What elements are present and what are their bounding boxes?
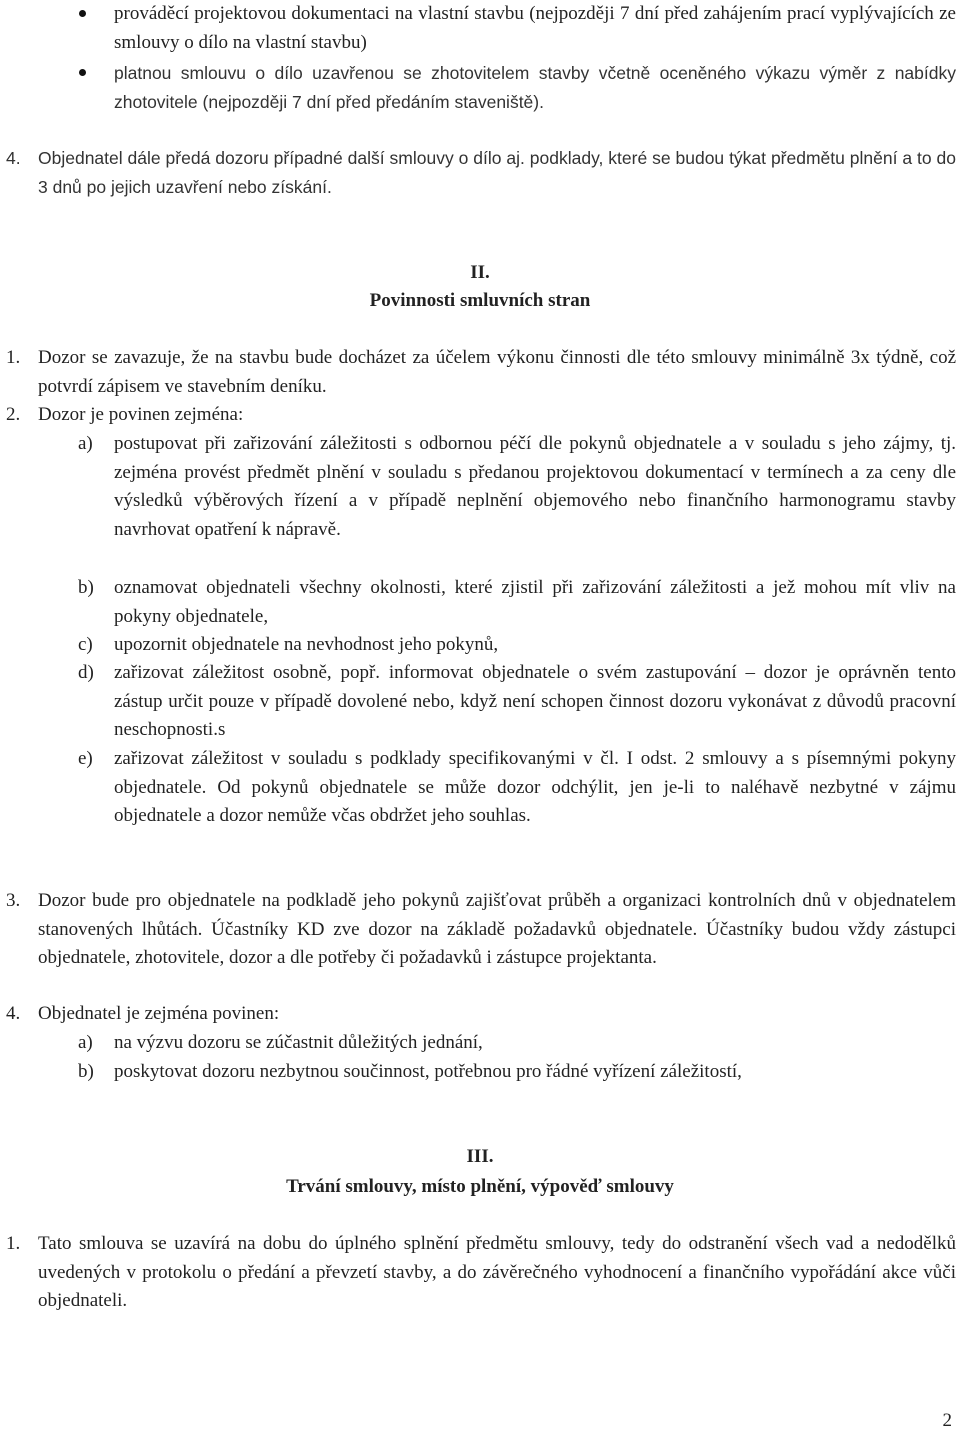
section-3-para-1-number: 1.: [6, 1233, 21, 1254]
bullet-item-2: platnou smlouvu o dílo uzavřenou se zhotovitelem stavby včetně oceněného výkazu výměr z nabídky zhotovitele (nejpozději 7 dní před předáním staveniště).: [114, 63, 956, 112]
section-3-para-1-text: Tato smlouva se uzavírá na dobu do úplného splnění předmětu smlouvy, tedy do odstranění všech vad a nedodělků uvedených v protokolu o předání a převzetí stavby, a do závěrečného vyhodnocení a finančního vypořádání akce vůči objednateli.: [38, 1233, 956, 1311]
list-item-c: upozornit objednatele na nevhodnost jeho pokynů,: [114, 634, 499, 655]
list-label-e: e): [78, 748, 93, 769]
bullet-icon: [79, 69, 86, 76]
list-label-c: c): [78, 634, 93, 655]
section-2-para-2-number: 2.: [6, 404, 21, 425]
list-item-e: zařizovat záležitost v souladu s podklady specifikovanými v čl. I odst. 2 smlouvy a s písemnými pokyny objednatele. Od pokynů objednatele se může dozor odchýlit, jen je-li to naléhavě nezbytné v zájmu objednatele a dozor nemůže včas obdržet jeho souhlas.: [114, 748, 956, 826]
section-2-para-1-text: Dozor se zavazuje, že na stavbu bude docházet za účelem výkonu činnosti dle této smlouvy minimálně 3x týdně, což potvrdí zápisem ve stavebním deníku.: [38, 347, 956, 397]
bullet-icon: [79, 10, 86, 17]
list-label-a: a): [78, 433, 93, 454]
section-2-para-4-text: Objednatel je zejména povinen:: [38, 1003, 280, 1024]
list-label-b: b): [78, 577, 94, 598]
obligation-label-b: b): [78, 1061, 94, 1082]
list-label-d: d): [78, 662, 94, 683]
obligation-label-a: a): [78, 1032, 93, 1053]
section-2-para-3-number: 3.: [6, 890, 21, 911]
section-2-para-1-number: 1.: [6, 347, 21, 368]
bullet-item-1: prováděcí projektovou dokumentaci na vlastní stavbu (nejpozději 7 dní před zahájením prací vyplývajících ze smlouvy o dílo na vlastní stavbu): [114, 3, 956, 53]
section-2-para-2-text: Dozor je povinen zejména:: [38, 404, 244, 425]
page-number: 2: [942, 1410, 952, 1431]
list-item-d: zařizovat záležitost osobně, popř. informovat objednatele o svém zastupování – dozor je oprávněn tento zástup určit pouze v případě dovolené nebo, když není schopen činnost dozoru vykonávat z důvodů pracovní neschopnosti.s: [114, 662, 956, 740]
item-4-number: 4.: [6, 148, 21, 168]
section-2-para-4-number: 4.: [6, 1003, 21, 1024]
section-2-number: II.: [470, 262, 490, 283]
section-2-title: Povinnosti smluvních stran: [369, 290, 591, 311]
obligation-item-b: poskytovat dozoru nezbytnou součinnost, potřebnou pro řádné vyřízení záležitostí,: [114, 1061, 742, 1082]
list-item-b: oznamovat objednateli všechny okolnosti, které zjistil při zařizování záležitosti a jež mohou mít vliv na pokyny objednatele,: [114, 577, 956, 627]
section-2-para-3-text: Dozor bude pro objednatele na podkladě jeho pokynů zajišťovat průběh a organizaci kontrolních dnů v objednatelem stanovených lhůtách. Účastníky KD zve dozor na základě požadavků objednatele. Účastníky budou vždy zástupci objednatele, zhotovitele, dozor a dle potřeby či požadavků i zástupce projektanta.: [38, 890, 956, 968]
section-3-number: III.: [466, 1146, 494, 1167]
item-4-text: Objednatel dále předá dozoru případné další smlouvy o dílo aj. podklady, které se budou týkat předmětu plnění a to do 3 dnů po jejich uzavření nebo získání.: [38, 148, 956, 197]
obligation-item-a: na výzvu dozoru se zúčastnit důležitých jednání,: [114, 1032, 483, 1053]
section-3-title: Trvání smlouvy, místo plnění, výpověď smlouvy: [286, 1176, 674, 1197]
list-item-a: postupovat při zařizování záležitosti s odbornou péčí dle pokynů objednatele a v souladu s jeho zájmy, tj. zejména provést předmět plnění v souladu s předanou projektovou dokumentací v termínech a za ceny dle výsledků výběrových řízení a v případě neplnění objemového nebo finančního harmonogramu stavby navrhovat opatření k nápravě.: [114, 433, 956, 540]
